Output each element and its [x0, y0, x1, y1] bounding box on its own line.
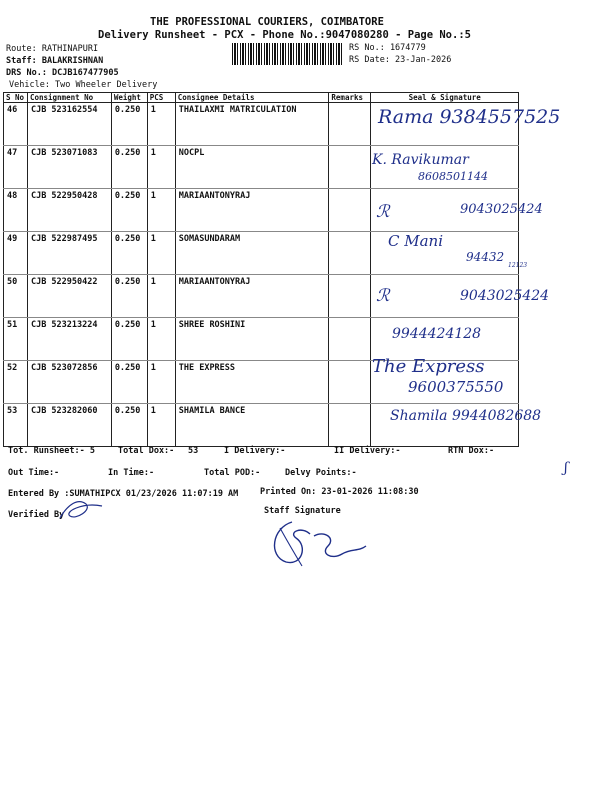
handwritten-signature: ℛ [376, 202, 390, 222]
ii-delivery: II Delivery:- [334, 446, 401, 456]
col-consignee: Consignee Details [175, 93, 329, 103]
in-time: In Time:- [108, 468, 155, 478]
cell-remarks [329, 189, 371, 232]
i-delivery: I Delivery:- [224, 446, 286, 456]
cell-weight: 0.250 [111, 318, 147, 361]
cell-weight: 0.250 [111, 232, 147, 275]
cell-sno: 49 [4, 232, 28, 275]
handwritten-phone: 9944424128 [392, 326, 482, 342]
cell-remarks [329, 103, 371, 146]
cell-weight: 0.250 [111, 103, 147, 146]
cell-sno: 47 [4, 146, 28, 189]
cell-consignment: CJB 523162554 [27, 103, 111, 146]
cell-pcs: 1 [147, 232, 175, 275]
cell-pcs: 1 [147, 318, 175, 361]
handwritten-note: 12123 [508, 262, 528, 269]
barcode [232, 43, 344, 65]
cell-weight: 0.250 [111, 189, 147, 232]
cell-remarks [329, 146, 371, 189]
rs-date: RS Date: 23-Jan-2026 [349, 55, 452, 65]
staff-label: Staff: BALAKRISHNAN [6, 56, 104, 66]
cell-remarks [329, 275, 371, 318]
cell-pcs: 1 [147, 275, 175, 318]
col-weight: Weight [111, 93, 147, 103]
handwritten-phone: 94432 [466, 250, 505, 264]
cell-pcs: 1 [147, 189, 175, 232]
cell-consignment: CJB 523071083 [27, 146, 111, 189]
cell-sno: 52 [4, 361, 28, 404]
cell-consignment: CJB 522950428 [27, 189, 111, 232]
col-sno: S No [4, 93, 28, 103]
cell-pcs: 1 [147, 103, 175, 146]
handwritten-signature: Shamila 9944082688 [390, 408, 542, 424]
handwritten-signature: K. Ravikumar [372, 152, 469, 168]
handwritten-phone: 9043025424 [460, 202, 543, 217]
handwritten-signature: ℛ [376, 286, 390, 306]
cell-consignment: CJB 523282060 [27, 404, 111, 447]
cell-sno: 46 [4, 103, 28, 146]
out-time: Out Time:- [8, 468, 60, 478]
cell-consignee: SHAMILA BANCE [175, 404, 329, 447]
cell-consignee: SHREE ROSHINI [175, 318, 329, 361]
staff-signature [262, 516, 372, 568]
verified-by: Verified By [8, 510, 65, 520]
handwritten-phone: 8608501144 [418, 170, 488, 183]
company-title: THE PROFESSIONAL COURIERS, COIMBATORE [150, 16, 384, 28]
col-signature: Seal & Signature [371, 93, 519, 103]
cell-pcs: 1 [147, 146, 175, 189]
rtn-dox: RTN Dox:- [448, 446, 495, 456]
handwritten-signature: C Mani [388, 232, 444, 250]
delvy-points: Delvy Points:- [285, 468, 357, 478]
cell-consignment: CJB 522950422 [27, 275, 111, 318]
handwritten-phone: 9600375550 [408, 378, 504, 396]
total-dox-label: Total Dox:- [118, 446, 175, 456]
handwritten-phone: 9043025424 [460, 288, 550, 304]
cell-consignee: SOMASUNDARAM [175, 232, 329, 275]
handwritten-signature: Rama 9384557525 [378, 106, 561, 128]
cell-consignment: CJB 523213224 [27, 318, 111, 361]
cell-consignment: CJB 523072856 [27, 361, 111, 404]
cell-pcs: 1 [147, 404, 175, 447]
drs-number: DRS No.: DCJB167477905 [6, 68, 119, 78]
cell-consignee: THAILAXMI MATRICULATION [175, 103, 329, 146]
cell-weight: 0.250 [111, 275, 147, 318]
route-label: Route: RATHINAPURI [6, 44, 99, 54]
cell-remarks [329, 232, 371, 275]
cell-sno: 51 [4, 318, 28, 361]
rs-number: RS No.: 1674779 [349, 43, 426, 53]
cell-remarks [329, 404, 371, 447]
cell-weight: 0.250 [111, 404, 147, 447]
table-header-row [4, 93, 519, 103]
cell-remarks [329, 318, 371, 361]
handwritten-signature: The Express [372, 356, 485, 377]
verifier-signature [56, 496, 106, 524]
col-consignment: Consignment No [27, 93, 111, 103]
cell-consignee: MARIAANTONYRAJ [175, 275, 329, 318]
entered-by: Entered By :SUMATHIPCX 01/23/2026 11:07:19 AM [8, 489, 239, 499]
table-row [4, 275, 519, 318]
col-pcs: PCS [147, 93, 175, 103]
cell-sno: 48 [4, 189, 28, 232]
cell-weight: 0.250 [111, 361, 147, 404]
runsheet-subtitle: Delivery Runsheet - PCX - Phone No.:9047080280 - Page No.:5 [98, 29, 471, 41]
cell-pcs: 1 [147, 361, 175, 404]
col-remarks: Remarks [329, 93, 371, 103]
tot-runsheet: Tot. Runsheet:- 5 [8, 446, 95, 456]
staff-signature-label: Staff Signature [264, 506, 341, 516]
total-pod: Total POD:- [204, 468, 261, 478]
ink-mark: ʃ [564, 460, 568, 476]
cell-sno: 50 [4, 275, 28, 318]
cell-consignee: MARIAANTONYRAJ [175, 189, 329, 232]
total-dox-value: 53 [188, 446, 199, 456]
cell-remarks [329, 361, 371, 404]
table-row [4, 189, 519, 232]
cell-consignment: CJB 522987495 [27, 232, 111, 275]
vehicle-label: Vehicle: Two Wheeler Delivery [9, 80, 158, 90]
printed-on: Printed On: 23-01-2026 11:08:30 [260, 487, 419, 497]
cell-consignee: NOCPL [175, 146, 329, 189]
cell-consignee: THE EXPRESS [175, 361, 329, 404]
cell-sno: 53 [4, 404, 28, 447]
cell-weight: 0.250 [111, 146, 147, 189]
